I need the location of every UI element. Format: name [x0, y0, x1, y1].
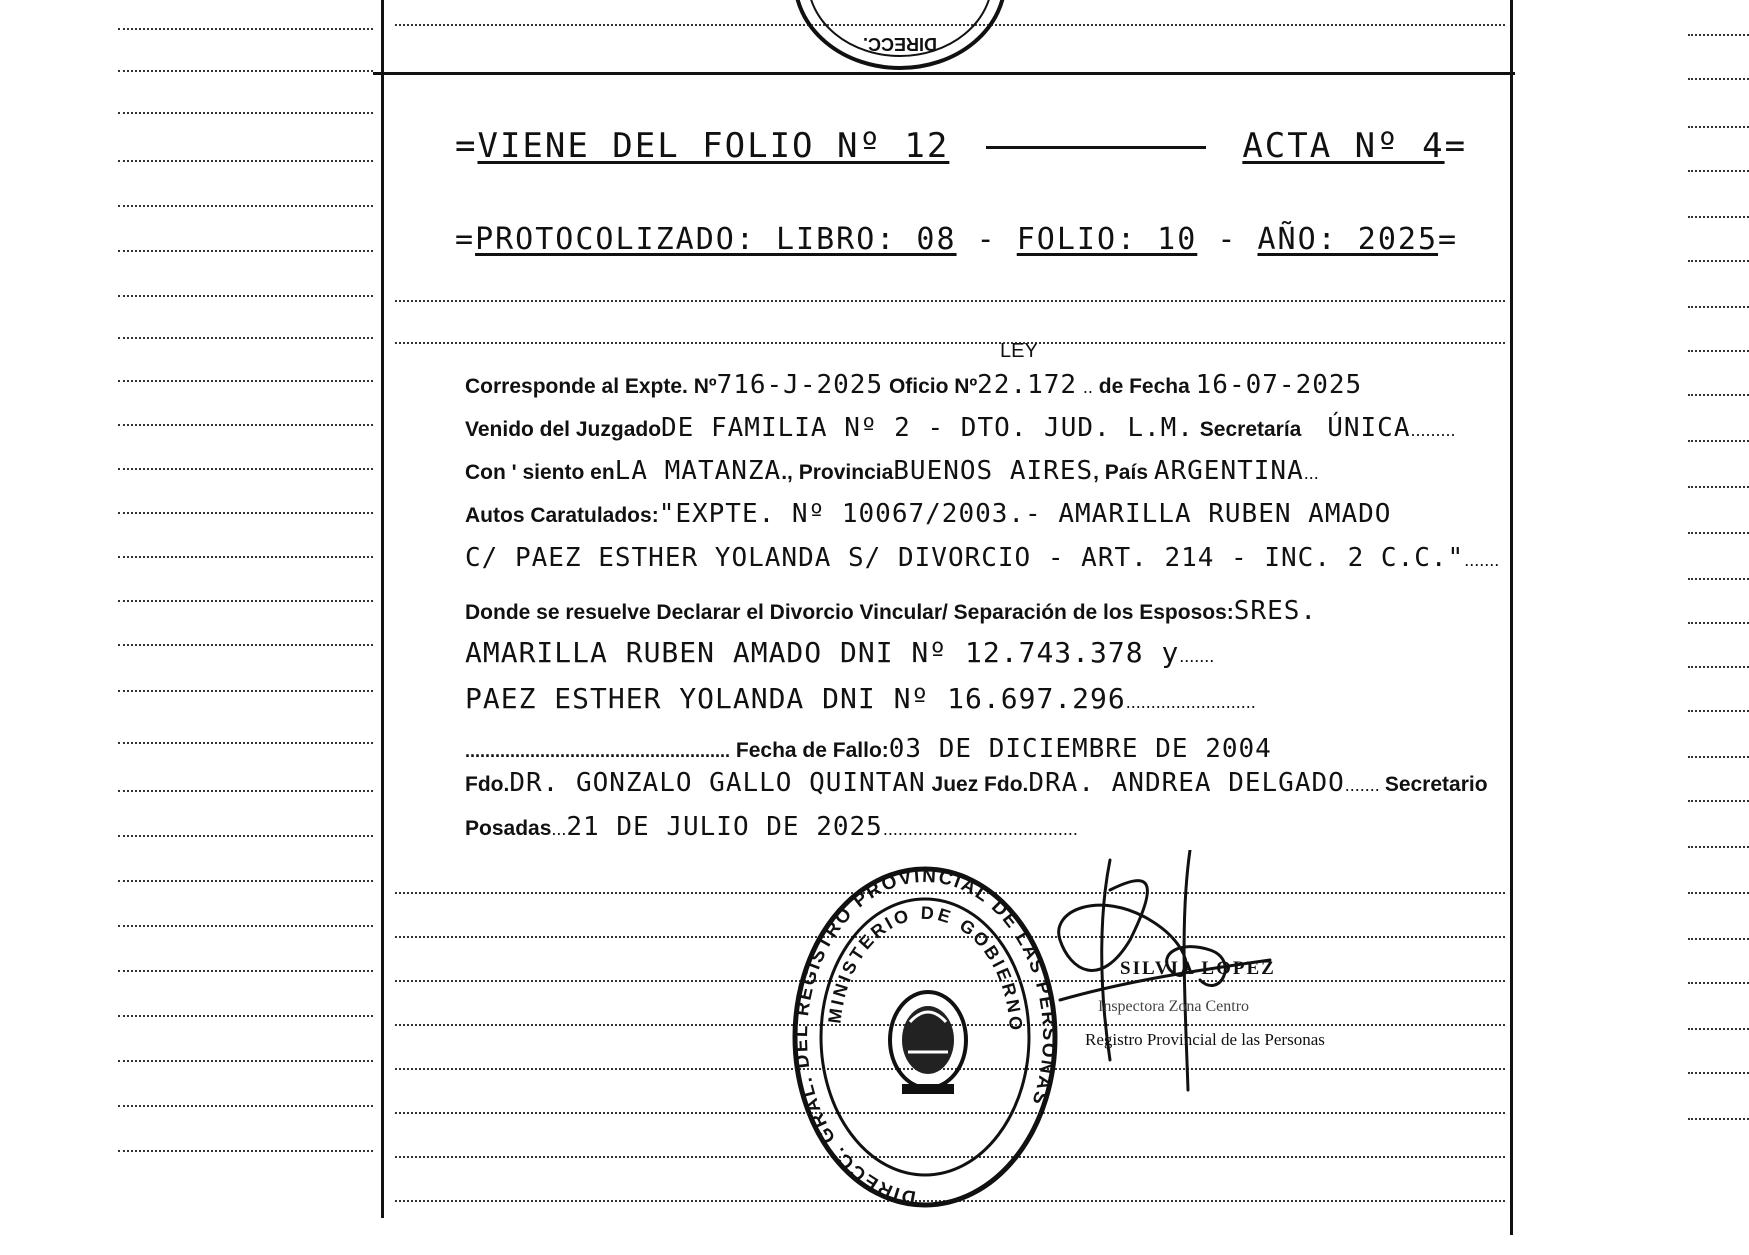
- margin-line: [1688, 78, 1749, 80]
- margin-line: [1688, 710, 1749, 712]
- margin-line: [118, 112, 373, 114]
- form-row-esposo-1: AMARILLA RUBEN AMADO DNI Nº 12.743.378 y.......: [465, 636, 1215, 669]
- margin-line: [118, 970, 373, 972]
- viene-del-folio: VIENE DEL FOLIO Nº 12: [477, 126, 950, 166]
- oficio-label: Oficio Nº: [888, 375, 978, 398]
- margin-line: [118, 160, 373, 162]
- margin-line: [118, 925, 373, 927]
- esposo-2: PAEZ ESTHER YOLANDA DNI Nº 16.697.296: [465, 682, 1126, 715]
- panel-left-border: [381, 0, 384, 1218]
- top-seal-text: DIRECC.: [862, 34, 938, 54]
- signature-org: Registro Provincial de las Personas: [1085, 1030, 1325, 1049]
- autos-line-2: C/ PAEZ ESTHER YOLANDA S/ DIVORCIO - ART. 214 - INC. 2 C.C.": [465, 543, 1465, 573]
- fecha-label: de Fecha: [1098, 375, 1190, 398]
- coat-of-arms-icon: [890, 992, 966, 1094]
- margin-line: [118, 835, 373, 837]
- posadas-label: Posadas: [465, 817, 552, 840]
- secretaria-value: ÚNICA: [1327, 413, 1411, 443]
- margin-line: [1688, 666, 1749, 668]
- secretario-label: Secretario: [1384, 773, 1488, 796]
- form-row-fecha-fallo: ..................................................... Fecha de Fallo:03 DE DICIEMBRE DE 2004: [465, 734, 1272, 764]
- margin-line: [1688, 578, 1749, 580]
- asiento-value: LA MATANZA: [614, 456, 782, 486]
- margin-line: [1688, 350, 1749, 352]
- seal-inner-text: MINISTERIO DE GOBIERNO: [824, 902, 1027, 1034]
- margin-line: [118, 644, 373, 646]
- corresponde-label: Corresponde al Expte. Nº: [465, 375, 717, 398]
- margin-line: [1688, 800, 1749, 802]
- margin-line: [118, 337, 373, 339]
- margin-line: [1688, 170, 1749, 172]
- fdo-label: Fdo.: [465, 773, 510, 796]
- margin-line: [1688, 440, 1749, 442]
- form-row-venido: Venido del JuzgadoDE FAMILIA Nº 2 - DTO. JUD. L.M. Secretaría ÚNICA.........: [465, 413, 1456, 443]
- official-seal: [790, 862, 1060, 1212]
- margin-line: [1688, 126, 1749, 128]
- protocolizado: PROTOCOLIZADO: LIBRO: 08: [475, 222, 957, 257]
- margin-line: [118, 28, 373, 30]
- pais-label: País: [1104, 461, 1148, 484]
- fdo-2-label: Fdo.: [984, 773, 1029, 796]
- posadas-value: 21 DE JULIO DE 2025: [566, 812, 883, 842]
- form-row-autos-2: C/ PAEZ ESTHER YOLANDA S/ DIVORCIO - ART. 214 - INC. 2 C.C.".......: [465, 543, 1500, 573]
- margin-line: [118, 1105, 373, 1107]
- con-asiento-label: Con ' siento en: [465, 461, 615, 484]
- margin-line: [1688, 622, 1749, 624]
- top-seal-fragment: [780, 0, 1020, 72]
- margin-line: [118, 742, 373, 744]
- form-row-firmas: Fdo.DR. GONZALO GALLO QUINTAN Juez Fdo.DRA. ANDREA DELGADO....... Secretario: [465, 768, 1488, 798]
- ley-note: LEY: [1000, 340, 1038, 362]
- margin-line: [1688, 1072, 1749, 1074]
- autos-label: Autos Caratulados:: [465, 504, 659, 527]
- header-blank-line: [986, 146, 1206, 149]
- margin-line: [118, 424, 373, 426]
- provincia-value: BUENOS AIRES: [893, 456, 1094, 486]
- panel-line: [395, 342, 1505, 344]
- year: AÑO: 2025: [1257, 222, 1439, 257]
- margin-line: [1688, 756, 1749, 758]
- margin-line: [1688, 846, 1749, 848]
- margin-line: [118, 790, 373, 792]
- margin-line: [1688, 1118, 1749, 1120]
- margin-line: [1688, 34, 1749, 36]
- margin-line: [118, 468, 373, 470]
- form-row-autos: [465, 499, 1391, 529]
- margin-line: [1688, 306, 1749, 308]
- margin-line: [1688, 1028, 1749, 1030]
- esposo-1: AMARILLA RUBEN AMADO DNI Nº 12.743.378 y: [465, 636, 1180, 669]
- panel-top-rule: [373, 72, 1515, 75]
- margin-line: [118, 512, 373, 514]
- margin-line: [1688, 982, 1749, 984]
- margin-line: [118, 1150, 373, 1152]
- donde-label: Donde se resuelve Declarar el Divorcio Vincular/ Separación de los Esposos:: [465, 601, 1234, 624]
- fecha-value: 16-07-2025: [1195, 370, 1363, 400]
- header-row-1: =VIENE DEL FOLIO Nº 12 ACTA Nº 4=: [455, 126, 1468, 166]
- form-row-asiento: Con ' siento enLA MATANZA., ProvinciaBUENOS AIRES, País ARGENTINA...: [465, 456, 1319, 486]
- fecha-fallo-value: 03 DE DICIEMBRE DE 2004: [888, 734, 1272, 764]
- juez-value: DR. GONZALO GALLO QUINTAN: [509, 768, 926, 798]
- acta-number: ACTA Nº 4: [1242, 126, 1445, 166]
- esposos-prefix: SRES.: [1233, 596, 1318, 626]
- juzgado-value: DE FAMILIA Nº 2 - DTO. JUD. L.M.: [661, 413, 1194, 443]
- margin-line: [118, 690, 373, 692]
- margin-line: [1688, 892, 1749, 894]
- form-row-corresponde: Corresponde al Expte. Nº716-J-2025 Oficio Nº22.172 .. de Fecha 16-07-2025: [465, 370, 1363, 400]
- margin-line: [118, 295, 373, 297]
- margin-line: [1688, 394, 1749, 396]
- form-row-donde: [465, 596, 1317, 626]
- margin-line: [1688, 532, 1749, 534]
- panel-right-border: [1510, 0, 1513, 1235]
- secretario-value: DRA. ANDREA DELGADO: [1028, 768, 1345, 798]
- margin-line: [118, 1060, 373, 1062]
- margin-line: [118, 70, 373, 72]
- pais-value: ARGENTINA: [1153, 456, 1304, 486]
- margin-line: [1688, 486, 1749, 488]
- folio-number: FOLIO: 10: [1016, 222, 1198, 257]
- margin-line: [118, 600, 373, 602]
- margin-line: [1688, 938, 1749, 940]
- expte-value: 716-J-2025: [716, 370, 884, 400]
- margin-line: [118, 880, 373, 882]
- panel-line: [395, 300, 1505, 302]
- venido-label: Venido del Juzgado: [465, 418, 662, 441]
- fecha-fallo-label: Fecha de Fallo:: [735, 739, 889, 762]
- autos-line-1: "EXPTE. Nº 10067/2003.- AMARILLA RUBEN AMADO: [658, 499, 1392, 529]
- signature-title: Inspectora Zona Centro: [1098, 998, 1250, 1015]
- provincia-label: Provincia: [798, 461, 894, 484]
- margin-line: [118, 205, 373, 207]
- form-row-esposo-2: PAEZ ESTHER YOLANDA DNI Nº 16.697.296..........................: [465, 682, 1256, 715]
- seal-outer-text: DIRECC. GRAL. DEL REGISTRO PROVINCIAL DE LAS PERSONAS: [790, 865, 1060, 1208]
- margin-line: [118, 1015, 373, 1017]
- header-row-2: =PROTOCOLIZADO: LIBRO: 08 - FOLIO: 10 - AÑO: 2025=: [455, 222, 1459, 257]
- margin-line: [118, 556, 373, 558]
- form-row-posadas: Posadas...21 DE JULIO DE 2025.......................................: [465, 812, 1078, 842]
- oficio-value: 22.172: [977, 370, 1078, 400]
- margin-line: [1688, 216, 1749, 218]
- juez-label: Juez: [931, 773, 979, 796]
- margin-line: [118, 250, 373, 252]
- signature-name: SILVIA LOPEZ: [1120, 958, 1276, 979]
- margin-line: [1688, 260, 1749, 262]
- secretaria-label: Secretaría: [1199, 418, 1302, 441]
- margin-line: [118, 380, 373, 382]
